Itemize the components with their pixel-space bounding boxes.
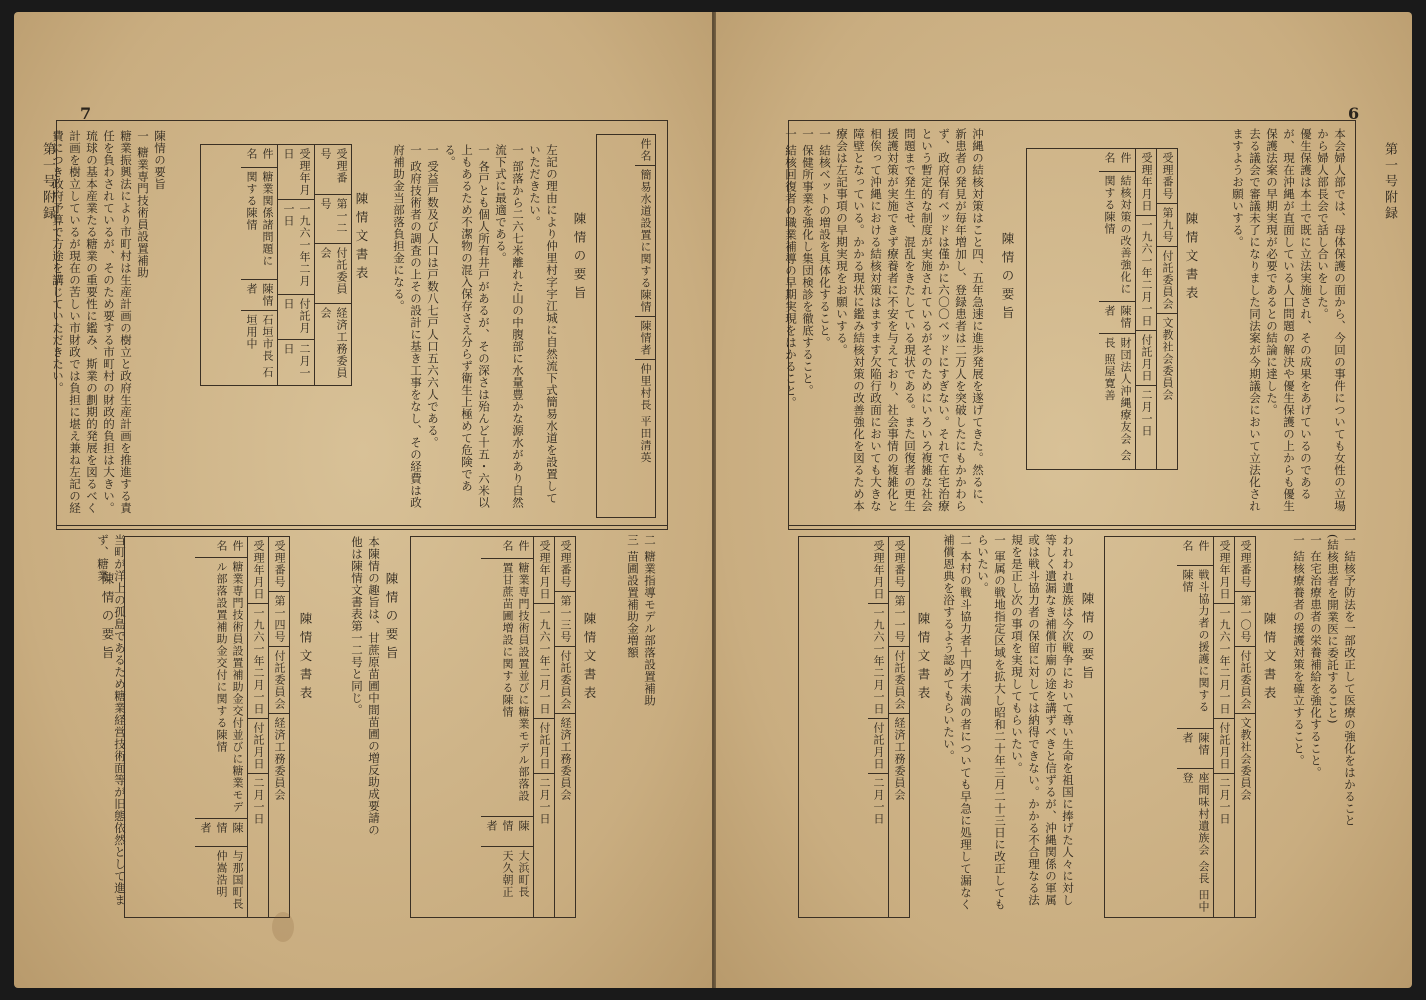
subject: 糖業専門技術員設置並びに糖業モデル部落設置甘蔗苗圃増設に関する陳情 xyxy=(481,559,533,817)
left-page xyxy=(14,12,712,988)
receipt-date: 一九六一年二月一日 xyxy=(278,200,314,294)
petition-11-form: 受理番号 第一一号 付託委員会 経済工務委員会 受理年月日 一九六一年二月一日 付託月日 二月一日 xyxy=(798,536,910,918)
petition-14-summary: 当町が洋上の孤島であるため糖業経営技術面等が旧態依然として進まず、糖業 xyxy=(96,534,127,906)
petitioner: 大浜町長 天久朝正 xyxy=(501,850,530,899)
table-header: 陳情文書表 xyxy=(1262,612,1277,705)
intro-text: 本会婦人部では、母体保護の面から、今回の事件についても女性の立場から婦人部長会で話し合いをした。 優生保護は本土で既に立法実施され、その成果をあげているのであるが、現在沖縄が直面している人口問題の解決や優生保護の上からも優生保護法案の早期実現が必要であるとの結論に達した。 去る議会で審議未了になりました同法案が今期議会において立法化されますようお願いする。 xyxy=(1231,128,1347,512)
committee: 文教社会委員会 xyxy=(1239,717,1252,801)
section-title: 第一号附録 xyxy=(1382,142,1397,222)
petition-11-form: 件名 簡易水道設置に関する陳情 陳情者 仲里村長 平田清英 xyxy=(596,134,656,518)
summary-heading: 陳情の要旨 xyxy=(1000,232,1015,325)
table-header: 陳情文書表 xyxy=(916,612,931,705)
petition-10-summary: われわれ遺族は今次戦争において尊い生命を祖国に捧げた人々に対し等しく遺漏なき補償市廟の途を講ずべきと信ずるが、沖縄関係の軍属或は戦斗協力者の保留に対しては納得できない。かかる不合理なる法規を是正し次の事項を実現してもらいたい。 一 軍属の戦地指定区域を拡大し昭和二十年三月二十三日に改正してもらいたい。 二 本村の戦斗協力者十四才未満の者についても早急に処理して漏なく補償恩典を浴するよう認めてもらいたい。 xyxy=(942,534,1075,911)
petitioner: 財団法人沖縄療友会 会長 照屋寛善 xyxy=(1103,336,1132,462)
petitioner: 石垣市長 石垣用中 xyxy=(245,314,274,379)
petition-12-summary xyxy=(51,130,186,520)
petition-9-items: 一 結核予防法を一部改正して医療の強化をはかること(結核患者を開業医に委託すること) 一 在宅治療患者の栄養補給を強化すること。 一 結核療養者の援護対策を確立すること。 xyxy=(1292,534,1357,827)
table-header: 陳情文書表 xyxy=(298,612,313,705)
receipt-date: 一九六一年二月一日 xyxy=(1214,604,1234,719)
section-title: 第一号附録 xyxy=(40,142,55,222)
summary-heading: 陳情の要旨 xyxy=(572,212,587,305)
assigned-date: 二月一日 xyxy=(282,343,311,380)
assigned-date: 二月一日 xyxy=(252,777,265,825)
petition-9-summary: 沖縄の結核対策はこと四、五年急速に進歩発展を遂げてきた。然るに、新患者の発見が毎年増加し、登録患者は二万人を突破したにもかかわらず、政府保有ベッドは僅かに六〇〇ベッドにすぎない。それで在宅治療という暫定的な制度が実施されているがそのためにいろいろ複雑な社会問題まで発生させ、混乱をきたしている現状である。また回復者の更生援護対策が実施できず療養者に不安を与えており、社会事情の複雑化と相俟って沖縄における結核対策はますます欠陥行政面においても大きな障壁となっている。かかる現状に鑑み結核対策の改善強化を図るため本療会は左記事項の早期実現をお願いする。 一 結核ベットの増設を具体化すること。 一 保健所事業を強化し集団検診を徹底すること。 一 結核回復者の職業補導の早期実現をはかること。 xyxy=(784,128,985,512)
petition-14-form: 受理番号 第一四号 付託委員会 経済工務委員会 受理年月日 一九六一年二月一日 付託月日 二月一日 件名 糖業専門技術員設置補助金交付並びに糖業モデル部落設置補助金交付に関する陳情 陳情者 与那国町長 仲嵩浩明 xyxy=(124,536,290,918)
page-divider xyxy=(56,525,668,526)
summary-heading: 陳情の要旨 xyxy=(153,130,167,190)
table-header: 陳情文書表 xyxy=(582,612,597,705)
receipt-date: 一九六一年二月一日 xyxy=(868,604,888,719)
subject: 簡易水道設置に関する陳情 xyxy=(635,166,655,317)
receipt-number: 第一四号 xyxy=(269,592,289,647)
receipt-number: 第一〇号 xyxy=(1235,592,1255,647)
receipt-number: 第一三号 xyxy=(555,592,575,647)
committee: 経済工務委員会 xyxy=(893,717,906,801)
committee: 経済工務委員会 xyxy=(319,307,348,380)
committee: 経済工務委員会 xyxy=(273,717,286,801)
petition-13-summary: 本陳情の趣旨は、甘蔗原苗圃中間苗圃の増反助成要請の他は陳情文書表第一二号と同じ。 xyxy=(350,536,381,836)
receipt-number: 第九号 xyxy=(1157,204,1177,247)
petition-11-summary: 左記の理由により仲里村字宇江城に自然流下式簡易水道を設置していただきたい。 一 部落から二六七米離れた山の中腹部に水量豊かな源水があり自然流下式に最適である。 一 各戸とも個人所有井戸があるが、その深さは殆んど十五・六米以上もあるため不潔物の混入保存さえ分らず衛生上極めて危険である。 一 受益戸数及び人口は戸数八七戸人口五六六人である。 一 政府技術者の調査の上その設計に基き工事をなし、その経費は政府補助金当部落負担金になる。 xyxy=(392,144,559,509)
petitioner: 与那国町長 仲嵩浩明 xyxy=(215,849,244,910)
petition-12-form: 受理番号 第一二号 付託委員会 経済工務委員会 受理年月日 一九六一年二月一日 付託月日 二月一日 件名 糖業関係諸問題に関する陳情 陳情者 石垣市長 石垣用中 xyxy=(200,144,352,386)
petitioner: 仲里村長 平田清英 xyxy=(639,363,652,464)
petition-12-items: 二 糖業指導モデル部落設置補助 三 苗圃設置補助金増額 xyxy=(626,534,657,707)
receipt-number: 第一二号 xyxy=(315,195,351,245)
receipt-number: 第一一号 xyxy=(889,592,909,647)
assigned-date: 二月一日 xyxy=(538,777,551,825)
right-page xyxy=(716,12,1412,988)
receipt-date: 一九六一年二月一日 xyxy=(248,604,268,719)
subject: 糖業関係諸問題に関する陳情 xyxy=(241,168,277,280)
page-number: 6 xyxy=(1348,104,1360,123)
subject: 結核対策の改善強化に関する陳情 xyxy=(1099,172,1135,302)
summary-line: 糖業振興法により市町村は生産計画の樹立と政府生産計画を推進する責任を負わされているが、そのため要する市町村の財政的負担は大きい。琉球の基本産業たる糖業の重要性に鑑み、斯業の劃期的発展を図るべく計画を樹立しているが現在の苦しい市財政では負担に堪え兼ね左記の経費につき政府予算で方途を講じていただきたい。 xyxy=(51,130,133,514)
subject: 戦斗協力者の援護に関する陳情 xyxy=(1177,566,1213,729)
table-header: 陳情文書表 xyxy=(354,192,369,285)
paper-stain xyxy=(272,912,294,942)
summary-line: 一 糖業専門技術員設置補助 xyxy=(136,130,150,279)
page-number: 7 xyxy=(80,104,92,123)
assigned-date: 二月一日 xyxy=(1218,777,1231,825)
subject: 糖業専門技術員設置補助金交付並びに糖業モデル部落設置補助金交付に関する陳情 xyxy=(195,558,247,819)
assigned-date: 二月一日 xyxy=(1140,389,1153,437)
summary-heading: 陳情の要旨 xyxy=(100,572,115,665)
committee: 文教社会委員会 xyxy=(1161,317,1174,401)
committee: 経済工務委員会 xyxy=(559,717,572,801)
receipt-date: 一九六一年二月一日 xyxy=(534,604,554,719)
summary-heading: 陳情の要旨 xyxy=(1080,592,1095,685)
petitioner: 座間味村遺族会 会長 田中登 xyxy=(1181,772,1210,914)
assigned-date: 二月一日 xyxy=(872,777,885,825)
petition-13-form: 受理番号 第一三号 付託委員会 経済工務委員会 受理年月日 一九六一年二月一日 付託月日 二月一日 件名 糖業専門技術員設置並びに糖業モデル部落設置甘蔗苗圃増設に関する陳情 陳情者 大浜町長 天久朝正 xyxy=(410,536,576,918)
summary-heading: 陳情の要旨 xyxy=(384,572,399,665)
petition-9-form: 受理番号 第九号 付託委員会 文教社会委員会 受理年月日 一九六一年二月一日 付託月日 二月一日 件名 結核対策の改善強化に関する陳情 陳情者 財団法人沖縄療友会 会長 照屋寛善 xyxy=(1026,148,1178,470)
petition-10-form: 受理番号 第一〇号 付託委員会 文教社会委員会 受理年月日 一九六一年二月一日 付託月日 二月一日 件名 戦斗協力者の援護に関する陳情 陳情者 座間味村遺族会 会長 田中登 xyxy=(1104,536,1256,918)
receipt-date: 一九六一年二月一日 xyxy=(1136,216,1156,331)
page-divider xyxy=(788,525,1356,526)
table-header: 陳情文書表 xyxy=(1184,212,1199,305)
